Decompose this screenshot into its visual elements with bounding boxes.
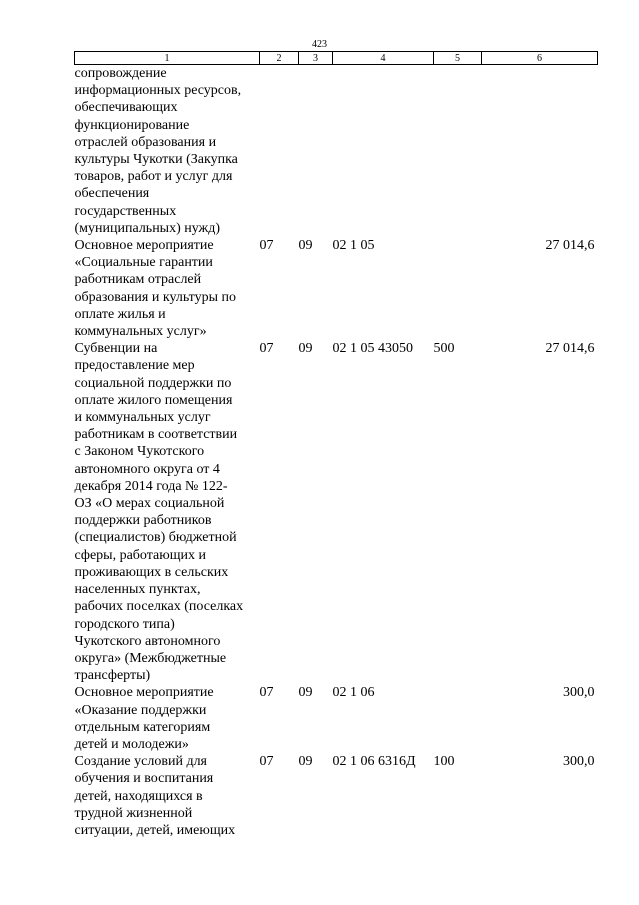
row-name: Основное мероприятие «Социальные гарантии работникам отраслей образования и культуры по оплате жилья и коммунальных услуг» <box>74 238 236 340</box>
row-section: 07 <box>259 754 274 770</box>
row-section: 07 <box>259 238 274 254</box>
row-subsection: 09 <box>298 341 313 357</box>
table-row <box>75 684 598 753</box>
table-row <box>75 65 598 238</box>
row-target: 02 1 05 43050 <box>332 341 413 357</box>
row-section: 07 <box>259 341 274 357</box>
row-name: Создание условий для обучения и воспитания детей, находящихся в трудной жизненной ситуации, детей, имеющих <box>74 754 236 838</box>
row-name: Основное мероприятие «Оказание поддержки отдельным категориям детей и молодежи» <box>74 685 214 752</box>
row-expense-type: 500 <box>433 341 455 357</box>
row-expense-type <box>434 237 482 340</box>
row-subsection: 09 <box>298 238 313 254</box>
page-number: 423 <box>312 39 327 50</box>
column-header-name: 1 <box>75 52 260 65</box>
row-amount: 300,0 <box>563 685 595 701</box>
row-name: Субвенции на предоставление мер социальной поддержки по оплате жилого помещения и коммунальных услуг работникам в соответствии с Законом Чукотского автономного округа от 4 декабря 2014 года № 122- ОЗ «О мерах социальной поддержки работников (специалистов) бюджетной сферы, работающих и проживающих в сельских населенных пунктах, рабочих поселках (поселках городского типа) Чукотского автономного округа» (Межбюджетные трансферты) <box>74 341 244 684</box>
budget-table <box>74 51 598 839</box>
row-target: 02 1 05 <box>332 238 375 254</box>
row-amount: 300,0 <box>563 754 595 770</box>
row-target: 02 1 06 6316Д <box>332 754 416 770</box>
row-name: сопровождение информационных ресурсов, обеспечивающих функционирование отраслей образования и культуры Чукотки (Закупка товаров, работ и услуг для обеспечения государственных (муниципальных) нужд) <box>74 66 242 236</box>
table-row <box>75 237 598 340</box>
row-subsection <box>299 65 333 238</box>
column-header-expense-type: 5 <box>434 52 482 65</box>
table-row <box>75 340 598 684</box>
row-subsection: 09 <box>298 685 313 701</box>
row-expense-type <box>434 65 482 238</box>
row-amount <box>482 65 598 238</box>
column-header-target: 4 <box>333 52 434 65</box>
column-header-subsection: 3 <box>299 52 333 65</box>
row-target: 02 1 06 <box>332 685 375 701</box>
row-section <box>260 65 299 238</box>
row-section: 07 <box>259 685 274 701</box>
column-header-section: 2 <box>260 52 299 65</box>
column-header-amount: 6 <box>482 52 598 65</box>
row-amount: 27 014,6 <box>545 341 595 357</box>
row-expense-type: 100 <box>433 754 455 770</box>
row-target <box>333 65 434 238</box>
row-subsection: 09 <box>298 754 313 770</box>
row-amount: 27 014,6 <box>545 238 595 254</box>
table-row <box>75 753 598 839</box>
table-header-row <box>75 52 598 65</box>
row-expense-type <box>434 684 482 753</box>
